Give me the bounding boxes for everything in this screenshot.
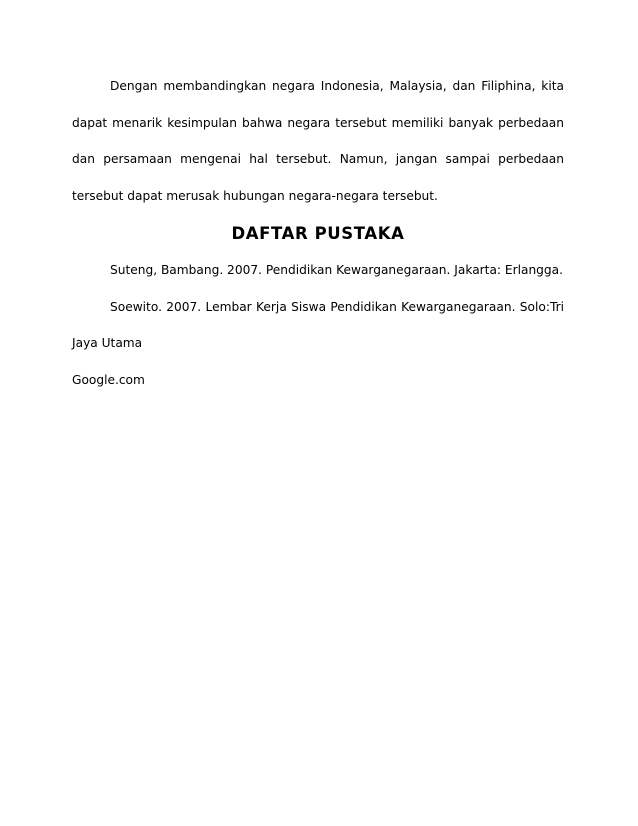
body-paragraph: Dengan membandingkan negara Indonesia, Malaysia, dan Filiphina, kita dapat menarik kesimpulan bahwa negara tersebut memiliki banyak perbedaan dan persamaan mengenai hal tersebut. Namun, jangan sampai perbedaan tersebut dapat merusak hubungan negara-negara tersebut.	[72, 79, 564, 203]
reference-item: Soewito. 2007. Lembar Kerja Siswa Pendidikan Kewarganegaraan. Solo:Tri Jaya Utama	[72, 299, 564, 350]
reference-item: Suteng, Bambang. 2007. Pendidikan Kewarganegaraan. Jakarta: Erlangga.	[110, 263, 564, 277]
document-page	[72, 68, 564, 398]
section-heading: DAFTAR PUSTAKA	[231, 224, 405, 243]
reference-item: Google.com	[72, 372, 145, 387]
